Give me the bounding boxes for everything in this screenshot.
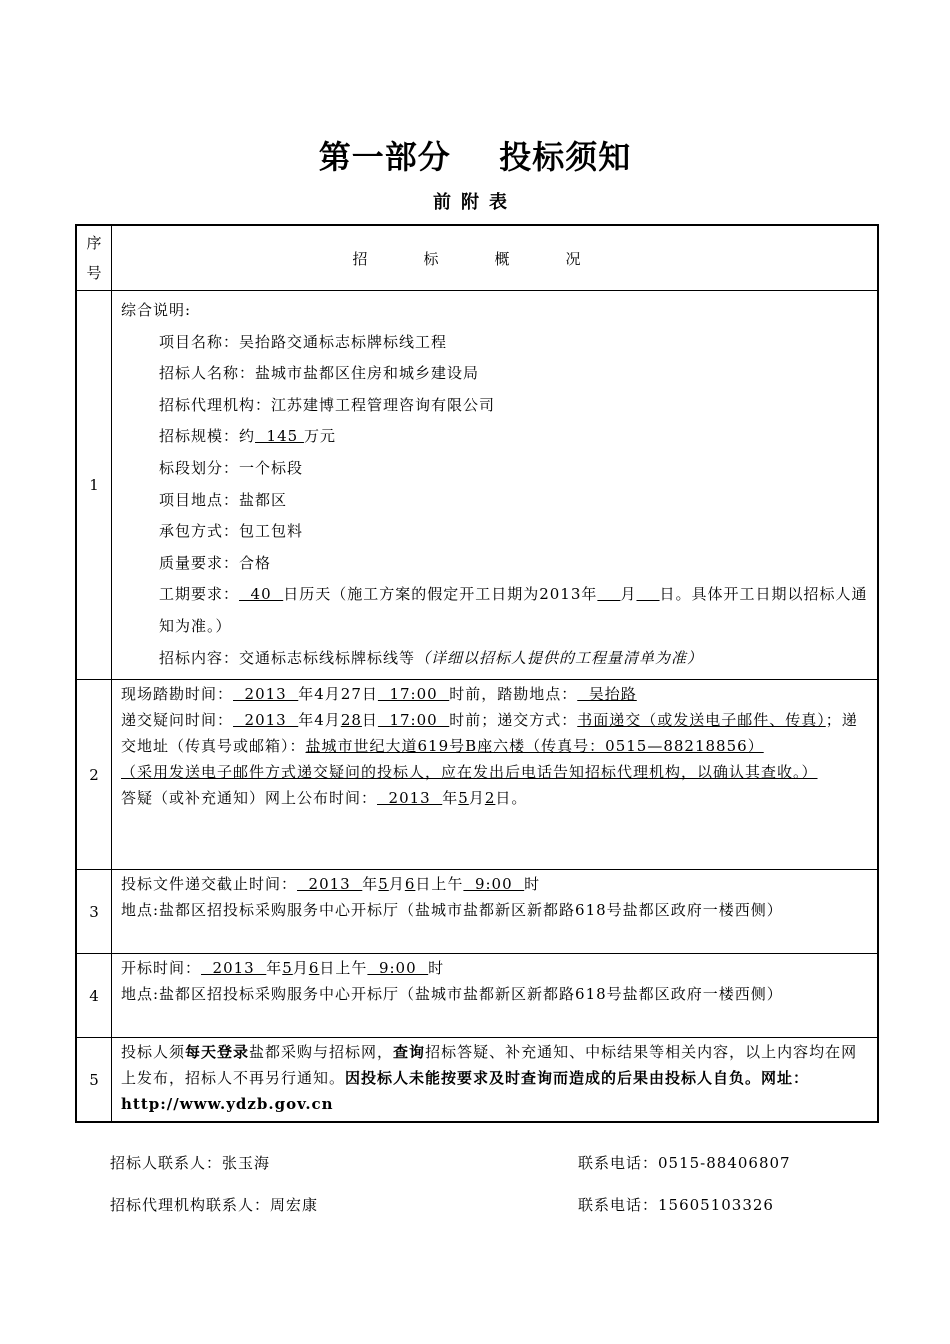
row-content (112, 1038, 879, 1123)
site-visit: 现场踏勘时间： 2013 年4月27日 17:00 时前，踏勘地点： 吴抬路 (121, 685, 637, 703)
notice-text: 投标人须每天登录盐都采购与招标网，查询招标答疑、补充通知、中标结果等相关内容，以上内容均在网上发布，招标人不再另行通知。因投标人未能按要求及时查询而造成的后果由投标人自负。网址：http://www.ydzb.gov.cn (121, 1043, 858, 1113)
period-requirement: 工期要求： 40 日历天（施工方案的假定开工日期为2013年 月 日。具体开工日期以招标人通知为准。） (159, 585, 868, 635)
question-submission: 递交疑问时间： 2013 年4月28日 17:00 时前；递交方式：书面递交（或发送电子邮件、传真）；递交地址（传真号或邮箱）：盐城市世纪大道619号B座六楼（传真号：0515—88218856） (121, 711, 858, 755)
table-row (76, 870, 878, 954)
opening-place: 地点:盐都区招投标采购服务中心开标厅（盐城市盐都新区新都路618号盐都区政府一楼西侧） (121, 985, 783, 1003)
table-row (76, 291, 878, 680)
tender-scale: 招标规模：约 145 万元 (159, 427, 336, 446)
tenderer-name: 招标人名称：盐城市盐都区住房和城乡建设局 (159, 364, 480, 383)
project-name: 项目名称：吴抬路交通标志标牌标线工程 (159, 332, 448, 351)
table-header-row (76, 225, 878, 291)
header-seq: 序号 (76, 225, 112, 291)
page-subtitle: 前附表 (433, 192, 517, 213)
opening-time: 开标时间： 2013 年5月6日上午 9:00 时 (121, 959, 445, 977)
email-note: （采用发送电子邮件方式递交疑问的投标人，应在发出后电话告知招标代理机构，以确认其查收。） (121, 763, 818, 781)
row-number: 4 (76, 954, 112, 1038)
row-number: 1 (76, 291, 112, 680)
project-location: 项目地点：盐都区 (159, 490, 288, 509)
website-link[interactable]: http://www.ydzb.gov.cn (121, 1095, 334, 1113)
row-content (112, 680, 879, 870)
bid-place: 地点:盐都区招投标采购服务中心开标厅（盐城市盐都新区新都路618号盐都区政府一楼西侧） (121, 901, 783, 919)
page-title: 第一部分 投标须知 (318, 138, 632, 176)
table-row (76, 680, 878, 870)
agent-phone: 联系电话：15605103326 (578, 1196, 774, 1214)
bid-deadline: 投标文件递交截止时间： 2013 年5月6日上午 9:00 时 (121, 875, 541, 893)
agent-contact: 招标代理机构联系人：周宏康 (110, 1196, 319, 1214)
row-content (112, 954, 879, 1038)
table-row (76, 954, 878, 1038)
intro: 综合说明: (121, 301, 192, 319)
tender-content: 招标内容：交通标志标线标牌标线等（详细以招标人提供的工程量清单为准） (159, 648, 704, 667)
table-row (76, 1038, 878, 1123)
row-content (112, 291, 879, 680)
row-number: 3 (76, 870, 112, 954)
answer-publish: 答疑（或补充通知）网上公布时间： 2013 年5月2日。 (121, 789, 528, 807)
row-content (112, 870, 879, 954)
row-number: 2 (76, 680, 112, 870)
contract-method: 承包方式：包工包料 (159, 522, 304, 541)
section-division: 标段划分：一个标段 (159, 458, 304, 477)
agent-name: 招标代理机构：江苏建博工程管理咨询有限公司 (159, 395, 496, 414)
tenderer-contact: 招标人联系人：张玉海 (110, 1154, 271, 1172)
header-overview: 招标概况 (112, 225, 879, 291)
tenderer-phone: 联系电话：0515-88406807 (578, 1154, 791, 1172)
row-number: 5 (76, 1038, 112, 1123)
quality-requirement: 质量要求：合格 (159, 553, 272, 572)
tender-appendix-table (75, 224, 879, 1123)
